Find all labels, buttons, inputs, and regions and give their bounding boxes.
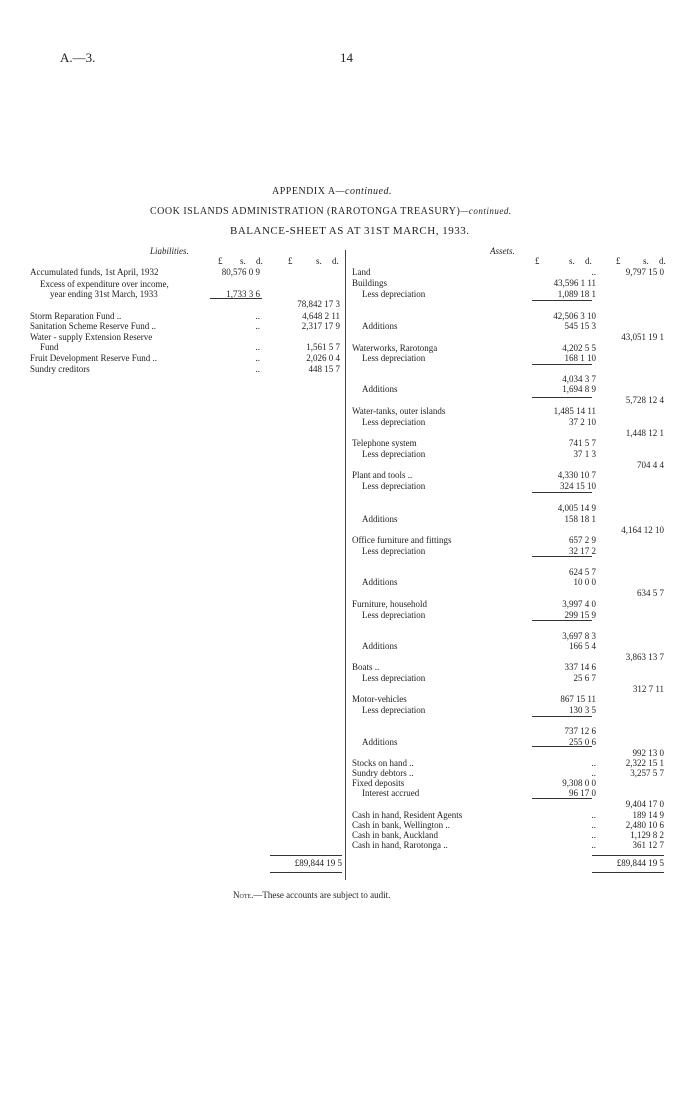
subtotal-rule — [532, 556, 592, 557]
row-label: Cash in bank, Wellington .. — [352, 820, 450, 830]
table-row — [0, 299, 700, 310]
currency-header: £ — [535, 256, 540, 266]
row-amount-1: 37 1 3 — [573, 449, 596, 459]
row-amount-1: 545 15 3 — [564, 321, 596, 331]
row-amount-2: 4,648 2 11 — [302, 311, 340, 321]
note-text: —These accounts are subject to audit. — [253, 890, 391, 900]
row-label: Sanitation Scheme Reserve Fund .. — [30, 321, 156, 331]
table-row — [0, 599, 700, 610]
row-amount-1: .. — [591, 768, 596, 778]
row-amount-1: 43,596 1 11 — [553, 278, 596, 288]
row-amount-2: 1,448 12 1 — [625, 428, 664, 438]
table-row — [0, 503, 700, 514]
row-amount-1: 1,694 8 9 — [562, 384, 596, 394]
subtotal-rule — [532, 746, 592, 747]
row-label: Fund — [40, 342, 59, 352]
row-amount-1: 166 5 4 — [569, 641, 596, 651]
row-amount-1: 42,506 3 10 — [553, 311, 596, 321]
row-amount-2: 9,797 15 0 — [625, 267, 664, 277]
currency-header: s. — [240, 256, 246, 266]
assets-total-rule — [592, 855, 664, 856]
row-label: Less depreciation — [362, 546, 426, 556]
row-label: Furniture, household — [352, 599, 427, 609]
table-row — [0, 449, 700, 460]
row-amount-1: .. — [591, 820, 596, 830]
row-label: Less depreciation — [362, 449, 426, 459]
table-row — [0, 438, 700, 449]
row-label: Interest accrued — [362, 788, 420, 798]
table-row — [0, 705, 700, 716]
subtotal-rule — [532, 716, 592, 717]
currency-header: £ — [288, 256, 293, 266]
currency-header: s. — [643, 256, 649, 266]
row-amount-1: 741 5 7 — [569, 438, 596, 448]
currency-header: d. — [659, 256, 666, 266]
row-amount-2: 704 4 4 — [637, 460, 664, 470]
row-amount-1: .. — [591, 758, 596, 768]
table-row — [0, 353, 700, 364]
subtotal-rule — [532, 364, 592, 365]
organisation-continued: —continued. — [460, 206, 512, 216]
row-amount-1: 324 15 10 — [560, 481, 596, 491]
row-amount-1: 657 2 9 — [569, 535, 596, 545]
row-label: Additions — [362, 321, 398, 331]
currency-header: d. — [585, 256, 592, 266]
row-label: Sundry debtors .. — [352, 768, 414, 778]
row-label: Accumulated funds, 1st April, 1932 — [30, 267, 159, 277]
table-row — [0, 840, 700, 851]
subtotal-rule — [532, 798, 592, 799]
table-row — [0, 788, 700, 799]
row-amount-2: 43,051 19 1 — [621, 332, 664, 342]
table-row — [0, 546, 700, 557]
row-amount-1: 96 17 0 — [569, 788, 596, 798]
row-amount-1: 255 0 6 — [569, 737, 596, 747]
row-label: Less depreciation — [362, 417, 426, 427]
row-label: Less depreciation — [362, 673, 426, 683]
row-label: Additions — [362, 641, 398, 651]
row-label: Motor-vehicles — [352, 694, 407, 704]
row-amount-1: 299 15 9 — [564, 610, 596, 620]
row-amount-1: 25 6 7 — [573, 673, 596, 683]
table-row — [0, 799, 700, 810]
row-amount-1: .. — [255, 353, 260, 363]
table-row — [0, 406, 700, 417]
subtotal-rule — [532, 620, 592, 621]
row-amount-2: 5,728 12 4 — [625, 395, 664, 405]
row-label: Additions — [362, 737, 398, 747]
row-amount-2: 1,129 8 2 — [630, 830, 664, 840]
row-amount-1: 624 5 7 — [569, 567, 596, 577]
row-amount-2: 634 5 7 — [637, 588, 664, 598]
row-amount-2: 2,317 17 9 — [301, 321, 340, 331]
currency-header: d. — [256, 256, 263, 266]
appendix-title — [272, 186, 392, 197]
subtotal-rule — [532, 492, 592, 493]
row-amount-1: 10 0 0 — [573, 577, 596, 587]
assets-total-double-rule — [592, 872, 664, 873]
row-amount-2: 189 14 9 — [632, 810, 664, 820]
row-amount-1: .. — [591, 810, 596, 820]
appendix-label: APPENDIX A — [272, 186, 336, 197]
row-label: Sundry creditors — [30, 364, 90, 374]
liabilities-total-double-rule — [270, 872, 342, 873]
table-row — [0, 470, 700, 481]
currency-header: s. — [569, 256, 575, 266]
row-amount-2: 312 7 11 — [632, 684, 664, 694]
row-amount-1: 337 14 6 — [564, 662, 596, 672]
row-amount-1: 168 1 10 — [564, 353, 596, 363]
row-label: Fruit Development Reserve Fund .. — [30, 353, 157, 363]
table-row — [0, 673, 700, 684]
row-amount-1: 4,005 14 9 — [557, 503, 596, 513]
currency-header: d. — [332, 256, 339, 266]
table-row — [0, 481, 700, 492]
row-label: Additions — [362, 514, 398, 524]
assets-heading: Assets. — [490, 246, 515, 256]
row-amount-1: 3,697 8 3 — [562, 631, 596, 641]
row-amount-1: 80,576 0 9 — [221, 267, 260, 277]
table-row — [0, 332, 700, 343]
row-amount-1: 3,997 4 0 — [562, 599, 596, 609]
row-label: Storm Reparation Fund .. — [30, 311, 122, 321]
currency-header: £ — [616, 256, 621, 266]
row-label: Less depreciation — [362, 705, 426, 715]
row-amount-1: 4,034 3 7 — [562, 374, 596, 384]
row-label: Less depreciation — [362, 481, 426, 491]
table-row — [0, 514, 700, 525]
row-amount-2: 448 15 7 — [308, 364, 340, 374]
row-label: Cash in hand, Resident Agents — [352, 810, 463, 820]
table-row — [0, 641, 700, 652]
row-amount-2: 992 13 0 — [632, 748, 664, 758]
row-label: Excess of expenditure over income, — [40, 279, 169, 289]
document-reference: A.—3. — [60, 50, 96, 65]
organisation-label: COOK ISLANDS ADMINISTRATION (RAROTONGA TREASURY) — [150, 206, 461, 217]
liabilities-heading: Liabilities. — [150, 246, 189, 256]
row-label: Fixed deposits — [352, 778, 405, 788]
balance-sheet-title: BALANCE-SHEET AS AT 31ST MARCH, 1933. — [230, 225, 470, 237]
liabilities-total-rule — [270, 855, 342, 856]
row-amount-2: 1,561 5 7 — [306, 342, 340, 352]
row-label: Buildings — [352, 278, 388, 288]
row-amount-1: .. — [255, 342, 260, 352]
currency-header: £ — [218, 256, 223, 266]
table-row — [0, 535, 700, 546]
row-label: Plant and tools .. — [352, 470, 413, 480]
row-amount-1: 4,202 5 5 — [562, 343, 596, 353]
row-label: Additions — [362, 384, 398, 394]
row-label: Less depreciation — [362, 289, 426, 299]
table-row — [0, 694, 700, 705]
audit-note — [233, 890, 390, 900]
row-amount-2: 361 12 7 — [632, 840, 664, 850]
assets-total: £89,844 19 5 — [616, 858, 664, 868]
row-amount-1: 1,485 14 11 — [553, 406, 596, 416]
row-label: year ending 31st March, 1933 — [50, 289, 158, 299]
row-label: Water - supply Extension Reserve — [30, 332, 153, 342]
row-label: Waterworks, Rarotonga — [352, 343, 438, 353]
row-amount-1: 4,330 10 7 — [557, 470, 596, 480]
subtotal-rule — [532, 397, 592, 398]
row-amount-1: 37 2 10 — [569, 417, 596, 427]
row-amount-1: .. — [591, 830, 596, 840]
currency-header: s. — [316, 256, 322, 266]
row-amount-1: 32 17 2 — [569, 546, 596, 556]
row-amount-2: 78,842 17 3 — [297, 299, 340, 309]
row-label: Boats .. — [352, 662, 380, 672]
row-amount-1: 1,733 3 6 — [226, 289, 260, 299]
table-row — [0, 417, 700, 428]
liabilities-total: £89,844 19 5 — [294, 858, 342, 868]
table-row — [0, 395, 700, 406]
row-amount-1: 1,089 18 1 — [557, 289, 596, 299]
row-amount-2: 2,322 15 1 — [625, 758, 664, 768]
row-amount-1: .. — [255, 311, 260, 321]
row-label: Water-tanks, outer islands — [352, 406, 446, 416]
row-label: Office furniture and fittings — [352, 535, 452, 545]
page-number: 14 — [340, 50, 353, 65]
row-amount-2: 3,863 13 7 — [625, 652, 664, 662]
row-label: Telephone system — [352, 438, 417, 448]
row-amount-1: 130 3 5 — [569, 705, 596, 715]
table-row — [0, 610, 700, 621]
table-row — [0, 289, 700, 300]
table-row — [0, 588, 700, 599]
row-amount-2: 4,164 12 10 — [621, 525, 664, 535]
row-label: Cash in bank, Auckland — [352, 830, 438, 840]
row-amount-1: 867 15 11 — [560, 694, 596, 704]
row-amount-1: 737 12 6 — [564, 726, 596, 736]
table-row — [0, 577, 700, 588]
row-amount-1: 158 18 1 — [564, 514, 596, 524]
row-amount-1: .. — [591, 267, 596, 277]
row-amount-2: 9,404 17 0 — [625, 799, 664, 809]
row-label: Less depreciation — [362, 610, 426, 620]
row-label: Cash in hand, Rarotonga .. — [352, 840, 448, 850]
row-label: Additions — [362, 577, 398, 587]
note-label: Note. — [233, 890, 254, 900]
row-label: Land — [352, 267, 371, 277]
table-row — [0, 726, 700, 737]
table-row — [0, 384, 700, 395]
table-row — [0, 278, 700, 289]
appendix-continued: —continued. — [335, 186, 392, 197]
row-amount-1: .. — [255, 321, 260, 331]
table-row — [0, 662, 700, 673]
row-amount-1: .. — [255, 364, 260, 374]
row-amount-2: 3,257 5 7 — [630, 768, 664, 778]
table-row — [0, 321, 700, 332]
row-label: Stocks on hand .. — [352, 758, 414, 768]
row-amount-2: 2,026 0 4 — [306, 353, 340, 363]
subtotal-rule — [532, 300, 592, 301]
table-row — [0, 737, 700, 748]
table-row — [0, 267, 700, 278]
row-amount-1: .. — [591, 840, 596, 850]
row-label: Less depreciation — [362, 353, 426, 363]
row-amount-1: 9,308 0 0 — [562, 778, 596, 788]
row-amount-2: 2,480 10 6 — [625, 820, 664, 830]
organisation-title — [150, 206, 512, 217]
